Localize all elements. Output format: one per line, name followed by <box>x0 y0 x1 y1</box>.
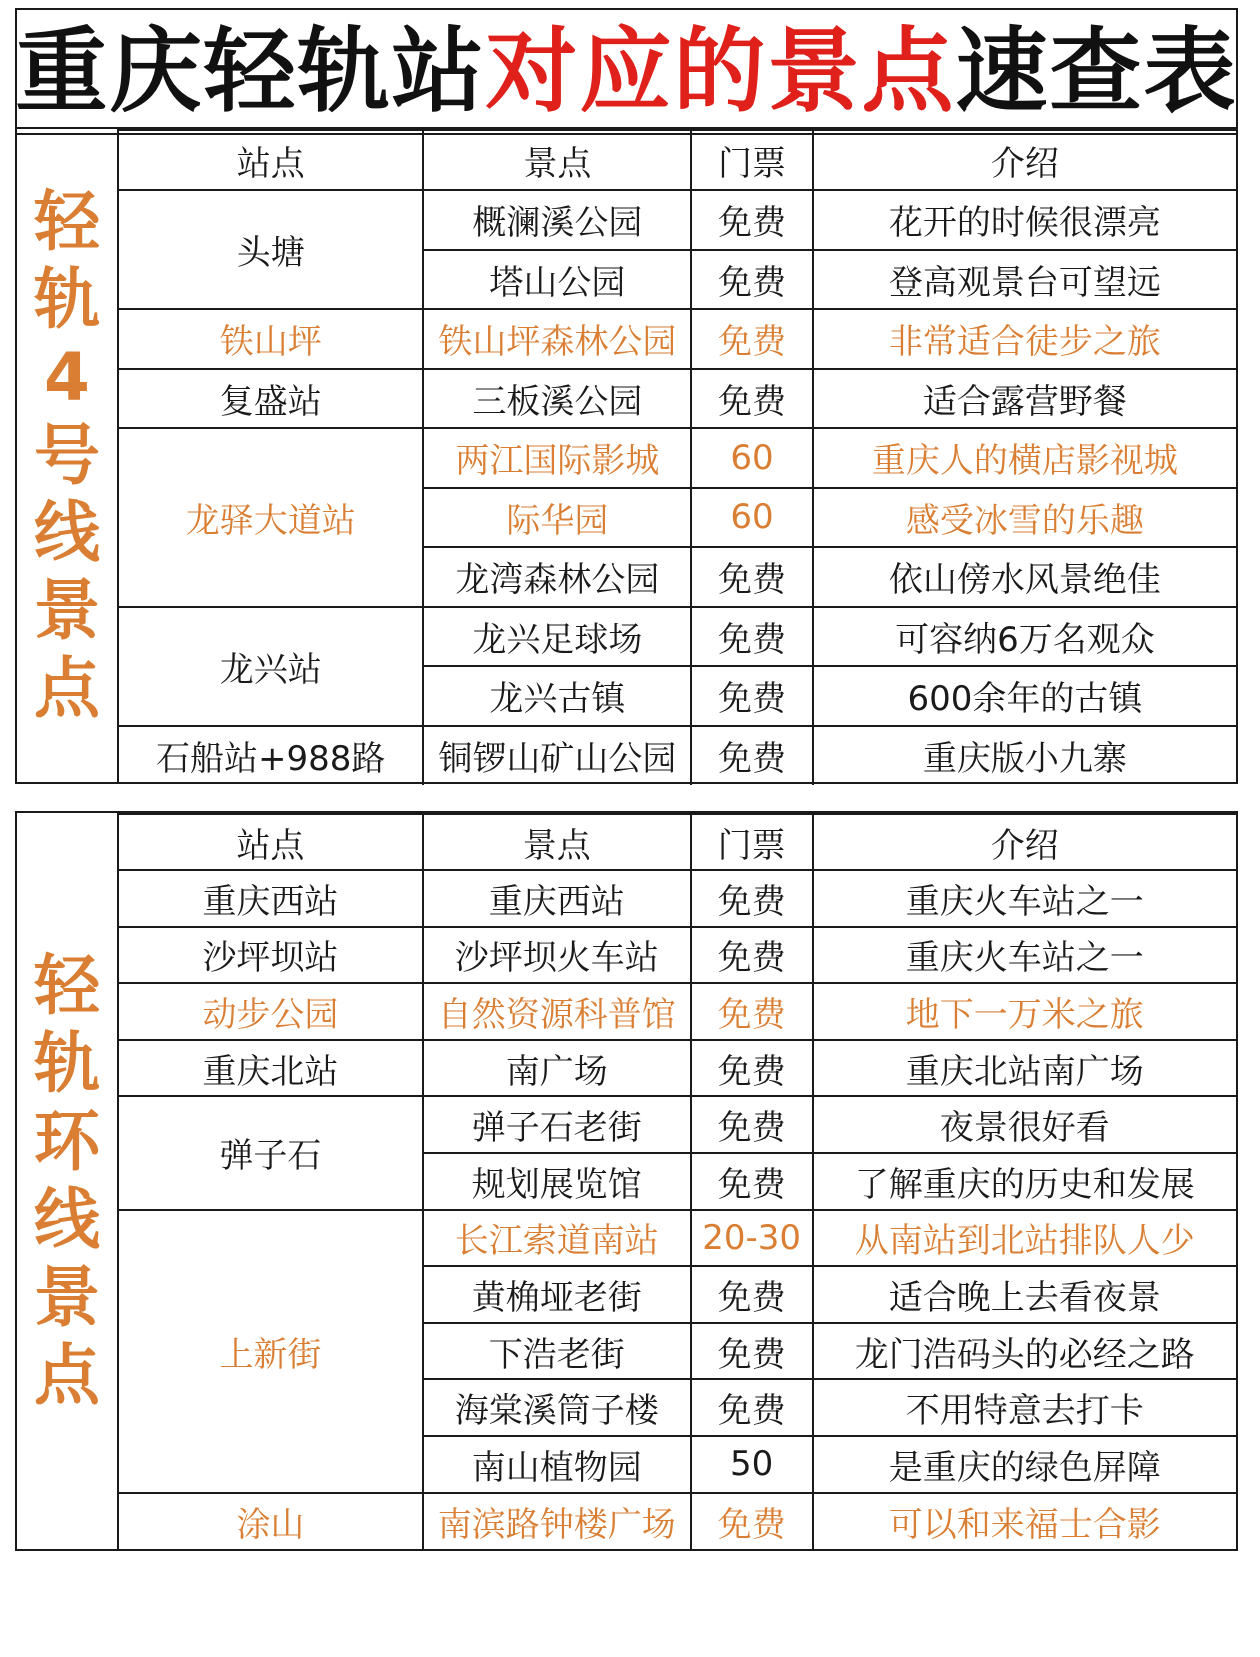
side-label-char: 号 <box>34 416 100 494</box>
side-label-char: 景 <box>34 1258 100 1336</box>
spot-cell: 三板溪公园 <box>423 369 691 429</box>
ticket-cell: 免费 <box>691 1096 813 1153</box>
line4-label <box>34 183 100 728</box>
ticket-cell: 60 <box>691 488 813 548</box>
spot-cell: 规划展览馆 <box>423 1153 691 1210</box>
header-station: 站点 <box>119 130 423 190</box>
station-cell: 涂山 <box>119 1493 423 1550</box>
header-spot: 景点 <box>423 814 691 870</box>
ticket-cell: 免费 <box>691 1323 813 1380</box>
header-row <box>119 814 1236 870</box>
ticket-cell: 免费 <box>691 309 813 369</box>
intro-cell: 重庆北站南广场 <box>813 1040 1236 1097</box>
line4-table <box>119 129 1236 785</box>
side-label-char: 轻 <box>34 182 100 260</box>
ticket-cell: 免费 <box>691 666 813 726</box>
header-row <box>119 130 1236 190</box>
station-cell: 重庆北站 <box>119 1040 423 1097</box>
ticket-cell: 免费 <box>691 1379 813 1436</box>
intro-cell: 感受冰雪的乐趣 <box>813 488 1236 548</box>
spot-cell: 海棠溪筒子楼 <box>423 1379 691 1436</box>
table-row <box>119 1210 1236 1267</box>
side-label-char: 轨 <box>34 1025 100 1103</box>
intro-cell: 是重庆的绿色屏障 <box>813 1436 1236 1493</box>
intro-cell: 非常适合徒步之旅 <box>813 309 1236 369</box>
station-cell: 铁山坪 <box>119 309 423 369</box>
spot-cell: 南滨路钟楼广场 <box>423 1493 691 1550</box>
table-row <box>119 607 1236 667</box>
ticket-cell: 60 <box>691 428 813 488</box>
intro-cell: 不用特意去打卡 <box>813 1379 1236 1436</box>
intro-cell: 重庆人的横店影视城 <box>813 428 1236 488</box>
table-row <box>119 1493 1236 1550</box>
ticket-cell: 免费 <box>691 369 813 429</box>
ticket-cell: 免费 <box>691 1266 813 1323</box>
station-cell: 弹子石 <box>119 1096 423 1209</box>
intro-cell: 登高观景台可望远 <box>813 250 1236 310</box>
title-part-3: 速查表 <box>955 17 1238 125</box>
intro-cell: 重庆火车站之一 <box>813 870 1236 927</box>
ticket-cell: 50 <box>691 1436 813 1493</box>
spot-cell: 南山植物园 <box>423 1436 691 1493</box>
table-row <box>119 983 1236 1040</box>
intro-cell: 重庆火车站之一 <box>813 927 1236 984</box>
ticket-cell: 免费 <box>691 983 813 1040</box>
intro-cell: 适合露营野餐 <box>813 369 1236 429</box>
intro-cell: 从南站到北站排队人少 <box>813 1210 1236 1267</box>
table-row <box>119 927 1236 984</box>
ticket-cell: 免费 <box>691 870 813 927</box>
page-title <box>15 17 1238 125</box>
intro-cell: 花开的时候很漂亮 <box>813 190 1236 250</box>
table-row <box>119 428 1236 488</box>
intro-cell: 了解重庆的历史和发展 <box>813 1153 1236 1210</box>
header-station: 站点 <box>119 814 423 870</box>
loop-label <box>34 947 100 1414</box>
spot-cell: 下浩老街 <box>423 1323 691 1380</box>
side-label-char: 4 <box>44 338 90 416</box>
side-label-char: 点 <box>34 1336 100 1414</box>
line4-section <box>15 127 1238 784</box>
ticket-cell: 免费 <box>691 250 813 310</box>
loop-section <box>15 811 1238 1551</box>
intro-cell: 夜景很好看 <box>813 1096 1236 1153</box>
spot-cell: 铁山坪森林公园 <box>423 309 691 369</box>
side-label-char: 景 <box>34 572 100 650</box>
spot-cell: 龙兴足球场 <box>423 607 691 667</box>
spot-cell: 重庆西站 <box>423 870 691 927</box>
station-cell: 石船站+988路 <box>119 726 423 786</box>
side-label-char: 轻 <box>34 947 100 1025</box>
ticket-cell: 免费 <box>691 1493 813 1550</box>
spot-cell: 塔山公园 <box>423 250 691 310</box>
spot-cell: 概澜溪公园 <box>423 190 691 250</box>
loop-table <box>119 813 1236 1549</box>
loop-side-label <box>17 813 119 1549</box>
side-label-char: 轨 <box>34 260 100 338</box>
spot-cell: 际华园 <box>423 488 691 548</box>
spot-cell: 长江索道南站 <box>423 1210 691 1267</box>
spot-cell: 沙坪坝火车站 <box>423 927 691 984</box>
spot-cell: 自然资源科普馆 <box>423 983 691 1040</box>
table-row <box>119 369 1236 429</box>
station-cell: 头塘 <box>119 190 423 309</box>
ticket-cell: 免费 <box>691 927 813 984</box>
intro-cell: 可以和来福士合影 <box>813 1493 1236 1550</box>
table-row <box>119 1096 1236 1153</box>
intro-cell: 600余年的古镇 <box>813 666 1236 726</box>
station-cell: 复盛站 <box>119 369 423 429</box>
header-spot: 景点 <box>423 130 691 190</box>
intro-cell: 适合晚上去看夜景 <box>813 1266 1236 1323</box>
station-cell: 重庆西站 <box>119 870 423 927</box>
header-ticket: 门票 <box>691 130 813 190</box>
side-label-char: 线 <box>34 494 100 572</box>
table-row <box>119 309 1236 369</box>
ticket-cell: 免费 <box>691 1153 813 1210</box>
ticket-cell: 免费 <box>691 726 813 786</box>
title-banner <box>15 8 1238 135</box>
spot-cell: 两江国际影城 <box>423 428 691 488</box>
table-row <box>119 190 1236 250</box>
side-label-char: 环 <box>34 1103 100 1181</box>
intro-cell: 地下一万米之旅 <box>813 983 1236 1040</box>
line4-side-label <box>17 129 119 782</box>
ticket-cell: 免费 <box>691 190 813 250</box>
spot-cell: 龙兴古镇 <box>423 666 691 726</box>
intro-cell: 依山傍水风景绝佳 <box>813 547 1236 607</box>
spot-cell: 龙湾森林公园 <box>423 547 691 607</box>
station-cell: 动步公园 <box>119 983 423 1040</box>
table-row <box>119 726 1236 786</box>
station-cell: 上新街 <box>119 1210 423 1493</box>
header-intro: 介绍 <box>813 814 1236 870</box>
side-label-char: 点 <box>34 650 100 728</box>
title-part-2: 对应的景点 <box>485 17 956 125</box>
station-cell: 龙兴站 <box>119 607 423 726</box>
header-ticket: 门票 <box>691 814 813 870</box>
spot-cell: 黄桷垭老街 <box>423 1266 691 1323</box>
header-intro: 介绍 <box>813 130 1236 190</box>
ticket-cell: 免费 <box>691 607 813 667</box>
side-label-char: 线 <box>34 1181 100 1258</box>
spot-cell: 弹子石老街 <box>423 1096 691 1153</box>
ticket-cell: 免费 <box>691 547 813 607</box>
table-row <box>119 1040 1236 1097</box>
table-row <box>119 870 1236 927</box>
title-part-1: 重庆轻轨站 <box>15 17 486 125</box>
spot-cell: 铜锣山矿山公园 <box>423 726 691 786</box>
station-cell: 龙驿大道站 <box>119 428 423 607</box>
intro-cell: 可容纳6万名观众 <box>813 607 1236 667</box>
ticket-cell: 免费 <box>691 1040 813 1097</box>
station-cell: 沙坪坝站 <box>119 927 423 984</box>
ticket-cell: 20-30 <box>691 1210 813 1267</box>
intro-cell: 龙门浩码头的必经之路 <box>813 1323 1236 1380</box>
spot-cell: 南广场 <box>423 1040 691 1097</box>
intro-cell: 重庆版小九寨 <box>813 726 1236 786</box>
